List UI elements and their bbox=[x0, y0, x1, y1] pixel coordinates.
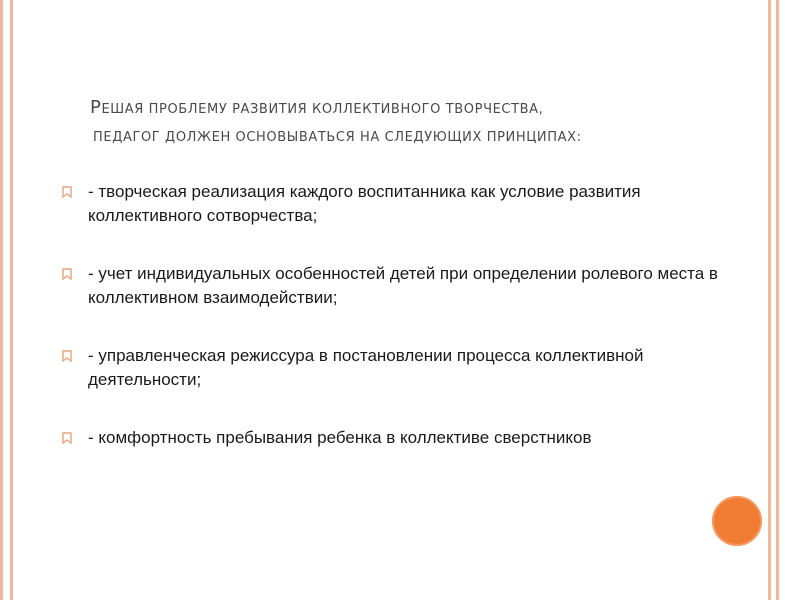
slide-title-line-1-text: ЕШАЯ ПРОБЛЕМУ РАЗВИТИЯ КОЛЛЕКТИВНОГО ТВОРЧЕСТВА, bbox=[101, 102, 544, 117]
right-frame-line-outer bbox=[776, 0, 779, 600]
ribbon-bullet-icon bbox=[62, 268, 72, 280]
left-frame-line-outer bbox=[0, 0, 3, 600]
slide-title-line-1 bbox=[90, 94, 710, 124]
slide-title bbox=[90, 94, 710, 152]
bullet-item bbox=[62, 262, 722, 310]
bullet-text: - комфортность пребывания ребенка в коллективе сверстников bbox=[88, 428, 592, 447]
bullet-text: - управленческая режиссура в постановлении процесса коллективной деятельности; bbox=[88, 346, 644, 389]
ribbon-bullet-icon bbox=[62, 186, 72, 198]
bullet-text: - творческая реализация каждого воспитанника как условие развития коллективного сотворчества; bbox=[88, 182, 641, 225]
slide-title-initial-letter: Р bbox=[90, 97, 102, 118]
left-frame-line-inner bbox=[10, 0, 13, 600]
right-frame-line-inner bbox=[768, 0, 771, 600]
bullet-item bbox=[62, 180, 722, 228]
slide-title-line-2: ПЕДАГОГ ДОЛЖЕН ОСНОВЫВАТЬСЯ НА СЛЕДУЮЩИХ ПРИНЦИПАХ: bbox=[93, 130, 582, 145]
decorative-orange-circle bbox=[712, 496, 762, 546]
ribbon-bullet-icon bbox=[62, 350, 72, 362]
bullet-text: - учет индивидуальных особенностей детей при определении ролевого места в коллективном взаимодействии; bbox=[88, 264, 718, 307]
bullet-item bbox=[62, 344, 722, 392]
bullet-item bbox=[62, 426, 722, 450]
bullet-list bbox=[62, 180, 722, 450]
ribbon-bullet-icon bbox=[62, 432, 72, 444]
